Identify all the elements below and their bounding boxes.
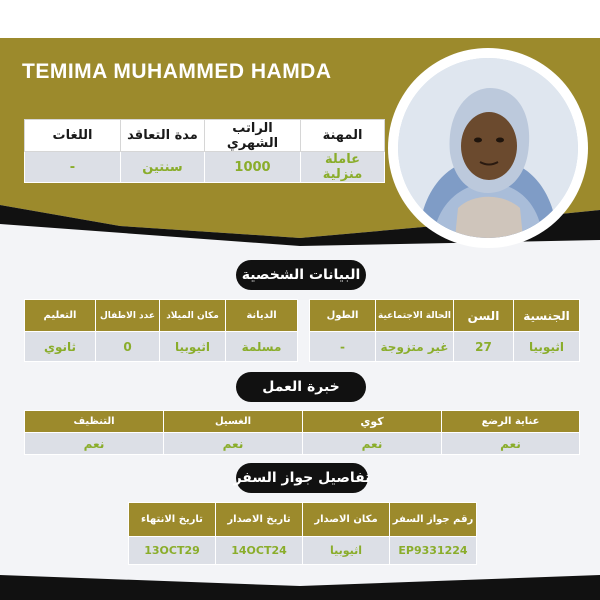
table-header-cell: السن [454,300,514,332]
table-cell: ثانوي [25,332,96,362]
table-header-cell: الطول [310,300,376,332]
table-header-row [25,300,298,332]
table-header-row [25,120,385,152]
passport-table [128,502,477,565]
table-cell: نعم [303,433,442,455]
table-header-cell: عدد الاطفال [96,300,160,332]
personal-table-left [24,299,298,362]
job-table [24,119,385,183]
table-cell: 13OCT29 [129,537,216,565]
personal-table-right [309,299,580,362]
table-cell: عاملة منزلية [301,152,385,183]
table-header-cell: مكان الميلاد [160,300,226,332]
table-cell: 27 [454,332,514,362]
table-cell: 0 [96,332,160,362]
table-cell: اثيوبيا [303,537,390,565]
table-header-row [310,300,580,332]
table-cell: نعم [25,433,164,455]
candidate-name: TEMIMA MUHAMMED HAMDA [22,60,332,83]
table-header-cell: التنظيف [25,411,164,433]
table-header-row [25,411,580,433]
table-cell: - [25,152,121,183]
table-header-cell: الراتب الشهري [205,120,301,152]
table-header-cell: الديانة [226,300,298,332]
table-header-cell: مكان الاصدار [303,503,390,537]
table-cell: 14OCT24 [216,537,303,565]
table-row [25,152,385,183]
table-cell: اثيوبيا [160,332,226,362]
table-cell: 1000 [205,152,301,183]
table-header-cell: الجنسية [514,300,580,332]
table-header-cell: الغسيل [164,411,303,433]
candidate-photo [398,58,578,238]
table-row [25,433,580,455]
table-header-cell: التعليم [25,300,96,332]
table-header-cell: تاريخ الاصدار [216,503,303,537]
table-row [129,537,477,565]
table-cell: مسلمة [226,332,298,362]
table-header-cell: عناية الرضع [442,411,580,433]
table-cell: غير متزوجة [376,332,454,362]
section-title-personal: البيانات الشخصية [236,260,366,290]
table-header-cell: كوي [303,411,442,433]
table-row [25,332,298,362]
table-header-row [129,503,477,537]
table-cell: سنتين [121,152,205,183]
table-header-cell: تاريخ الانتهاء [129,503,216,537]
section-title-experience: خبرة العمل [236,372,366,402]
table-cell: - [310,332,376,362]
table-row [310,332,580,362]
table-cell: نعم [442,433,580,455]
table-cell: EP9331224 [390,537,477,565]
table-cell: نعم [164,433,303,455]
table-header-cell: اللغات [25,120,121,152]
table-header-cell: الحالة الاجتماعية [376,300,454,332]
experience-table [24,410,580,455]
table-cell: اثيوبيا [514,332,580,362]
table-header-cell: المهنة [301,120,385,152]
section-title-passport: تفاصيل جواز السفر [236,463,368,493]
table-header-cell: رقم جواز السفر [390,503,477,537]
person-illustration-icon [398,58,578,238]
table-header-cell: مدة التعاقد [121,120,205,152]
